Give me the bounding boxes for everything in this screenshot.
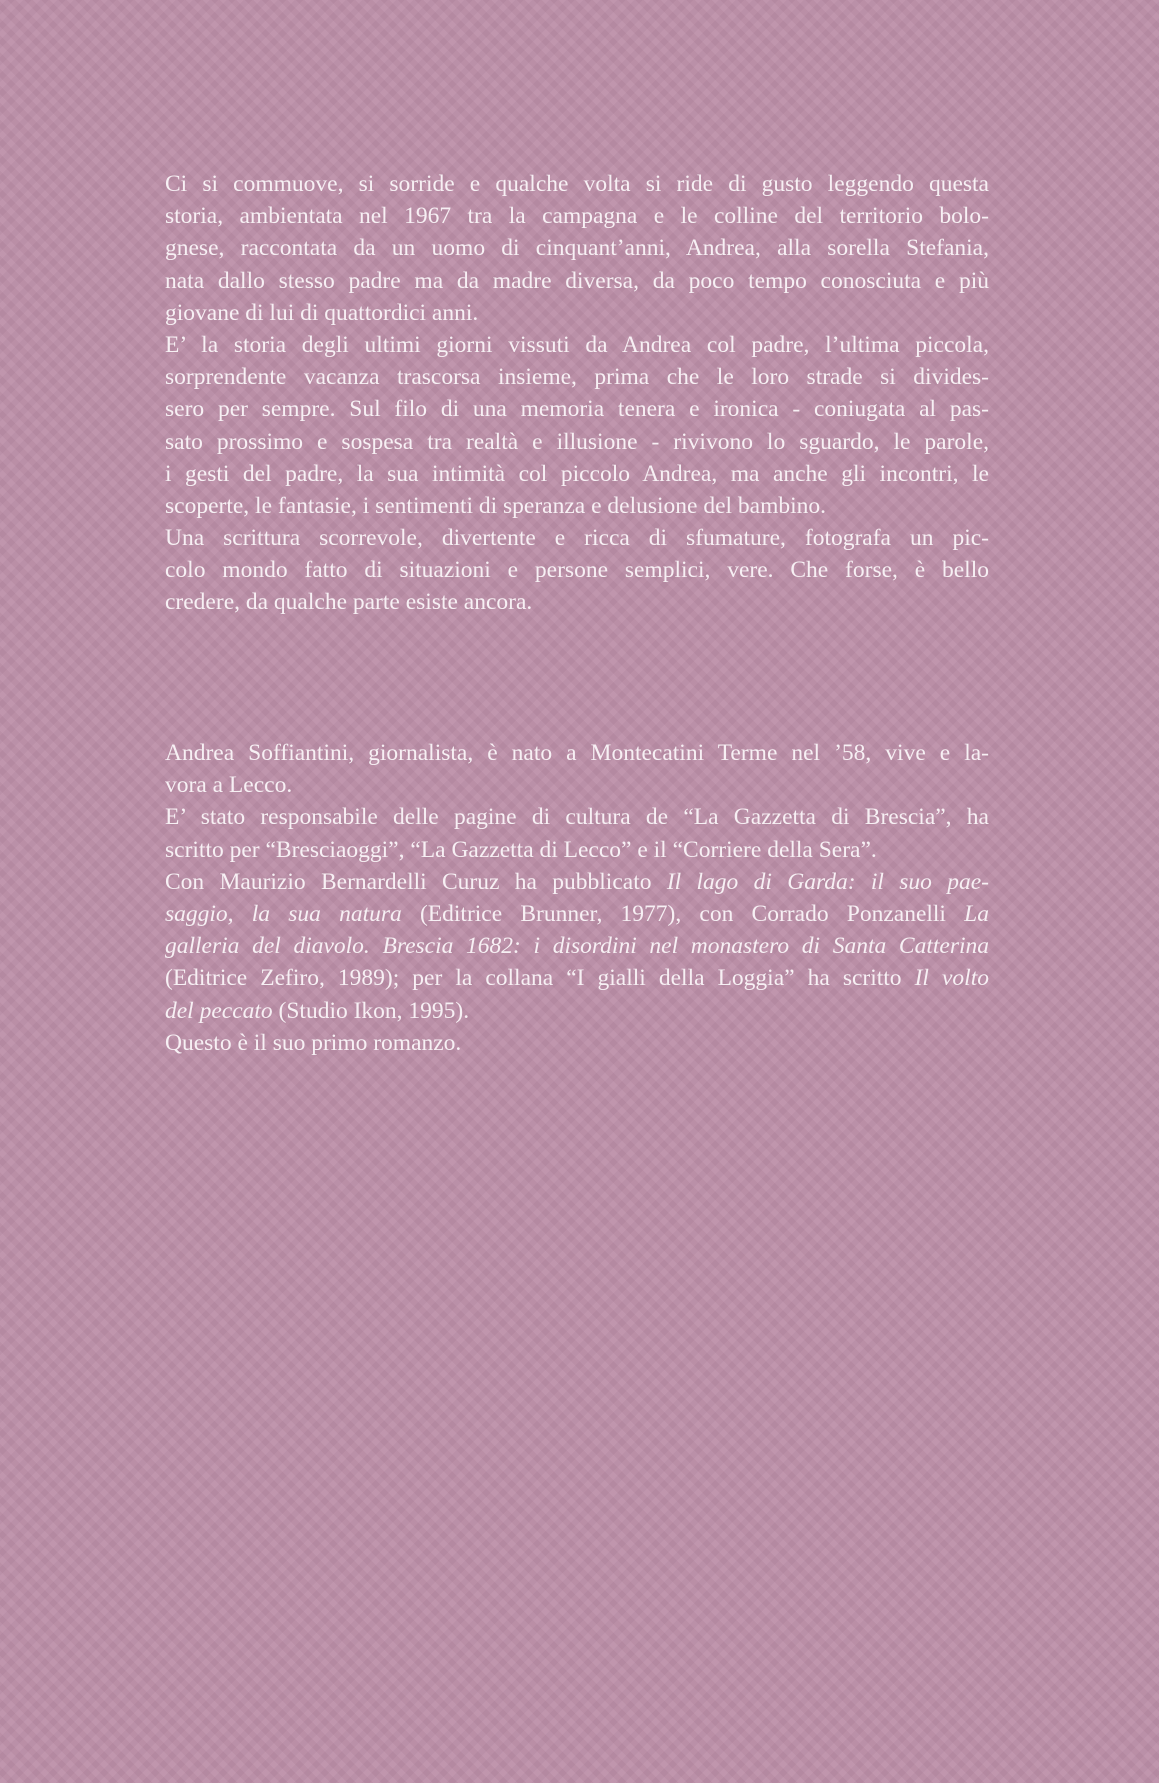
bio-text: (Studio Ikon, 1995).: [272, 997, 470, 1024]
bio-line: scritto per “Bresciaoggi”, “La Gazzetta di Lecco” e il “Corriere della Sera”.: [165, 836, 877, 863]
blurb-line: sato prossimo e sospesa tra realtà e illusione - rivivono lo sguardo, le parole,: [165, 428, 989, 455]
author-bio: [165, 737, 989, 1059]
blurb-line: i gesti del padre, la sua intimità col piccolo Andrea, ma anche gli incontri, le: [165, 460, 989, 487]
book-title: saggio, la sua natura: [165, 900, 402, 927]
blurb-line: nata dallo stesso padre ma da madre diversa, da poco tempo conosciuta e più: [165, 267, 989, 294]
book-title: Il volto: [914, 965, 989, 992]
book-title: La: [964, 900, 989, 927]
book-title: Il lago di Garda: il suo pae-: [666, 868, 989, 895]
bio-text: (Editrice Zefiro, 1989); per la collana “I gialli della Loggia” ha scritto: [165, 965, 915, 992]
bio-text: Con Maurizio Bernardelli Curuz ha pubblicato: [165, 868, 667, 895]
bio-line: Questo è il suo primo romanzo.: [165, 1029, 462, 1056]
bio-text: (Editrice Brunner, 1977), con Corrado Ponzanelli: [401, 900, 965, 927]
bio-line: [165, 995, 989, 1027]
bio-line: [165, 930, 989, 962]
book-blurb: [165, 168, 989, 619]
bio-line: [165, 866, 989, 898]
book-title: galleria del diavolo. Brescia 1682: i disordini nel monastero di Santa Catterina: [165, 933, 989, 960]
blurb-line: credere, da qualche parte esiste ancora.: [165, 589, 533, 616]
blurb-line: sero per sempre. Sul filo di una memoria tenera e ironica - coniugata al pas-: [165, 396, 989, 423]
book-title: del peccato: [165, 997, 273, 1024]
blurb-line: colo mondo fatto di situazioni e persone semplici, vere. Che forse, è bello: [165, 557, 989, 584]
blurb-line: Una scrittura scorrevole, divertente e ricca di sfumature, fotografa un pic-: [165, 525, 989, 552]
bio-line: [165, 962, 989, 994]
blurb-line: scoperte, le fantasie, i sentimenti di speranza e delusione del bambino.: [165, 492, 827, 519]
blurb-line: Ci si commuove, si sorride e qualche volta si ride di gusto leggendo questa: [165, 171, 989, 197]
blurb-line: storia, ambientata nel 1967 tra la campagna e le colline del territorio bolo-: [165, 203, 989, 230]
bio-line: Andrea Soffiantini, giornalista, è nato a Montecatini Terme nel ’58, vive e la-: [165, 740, 989, 766]
blurb-line: gnese, raccontata da un uomo di cinquant’anni, Andrea, alla sorella Stefania,: [165, 235, 989, 262]
blurb-line: E’ la storia degli ultimi giorni vissuti da Andrea col padre, l’ultima piccola,: [165, 331, 989, 358]
blurb-line: giovane di lui di quattordici anni.: [165, 299, 479, 326]
bio-line: [165, 898, 989, 930]
bio-line: E’ stato responsabile delle pagine di cultura de “La Gazzetta di Brescia”, ha: [165, 804, 989, 831]
bio-line: vora a Lecco.: [165, 772, 293, 799]
blurb-line: sorprendente vacanza trascorsa insieme, prima che le loro strade si divides-: [165, 364, 989, 391]
